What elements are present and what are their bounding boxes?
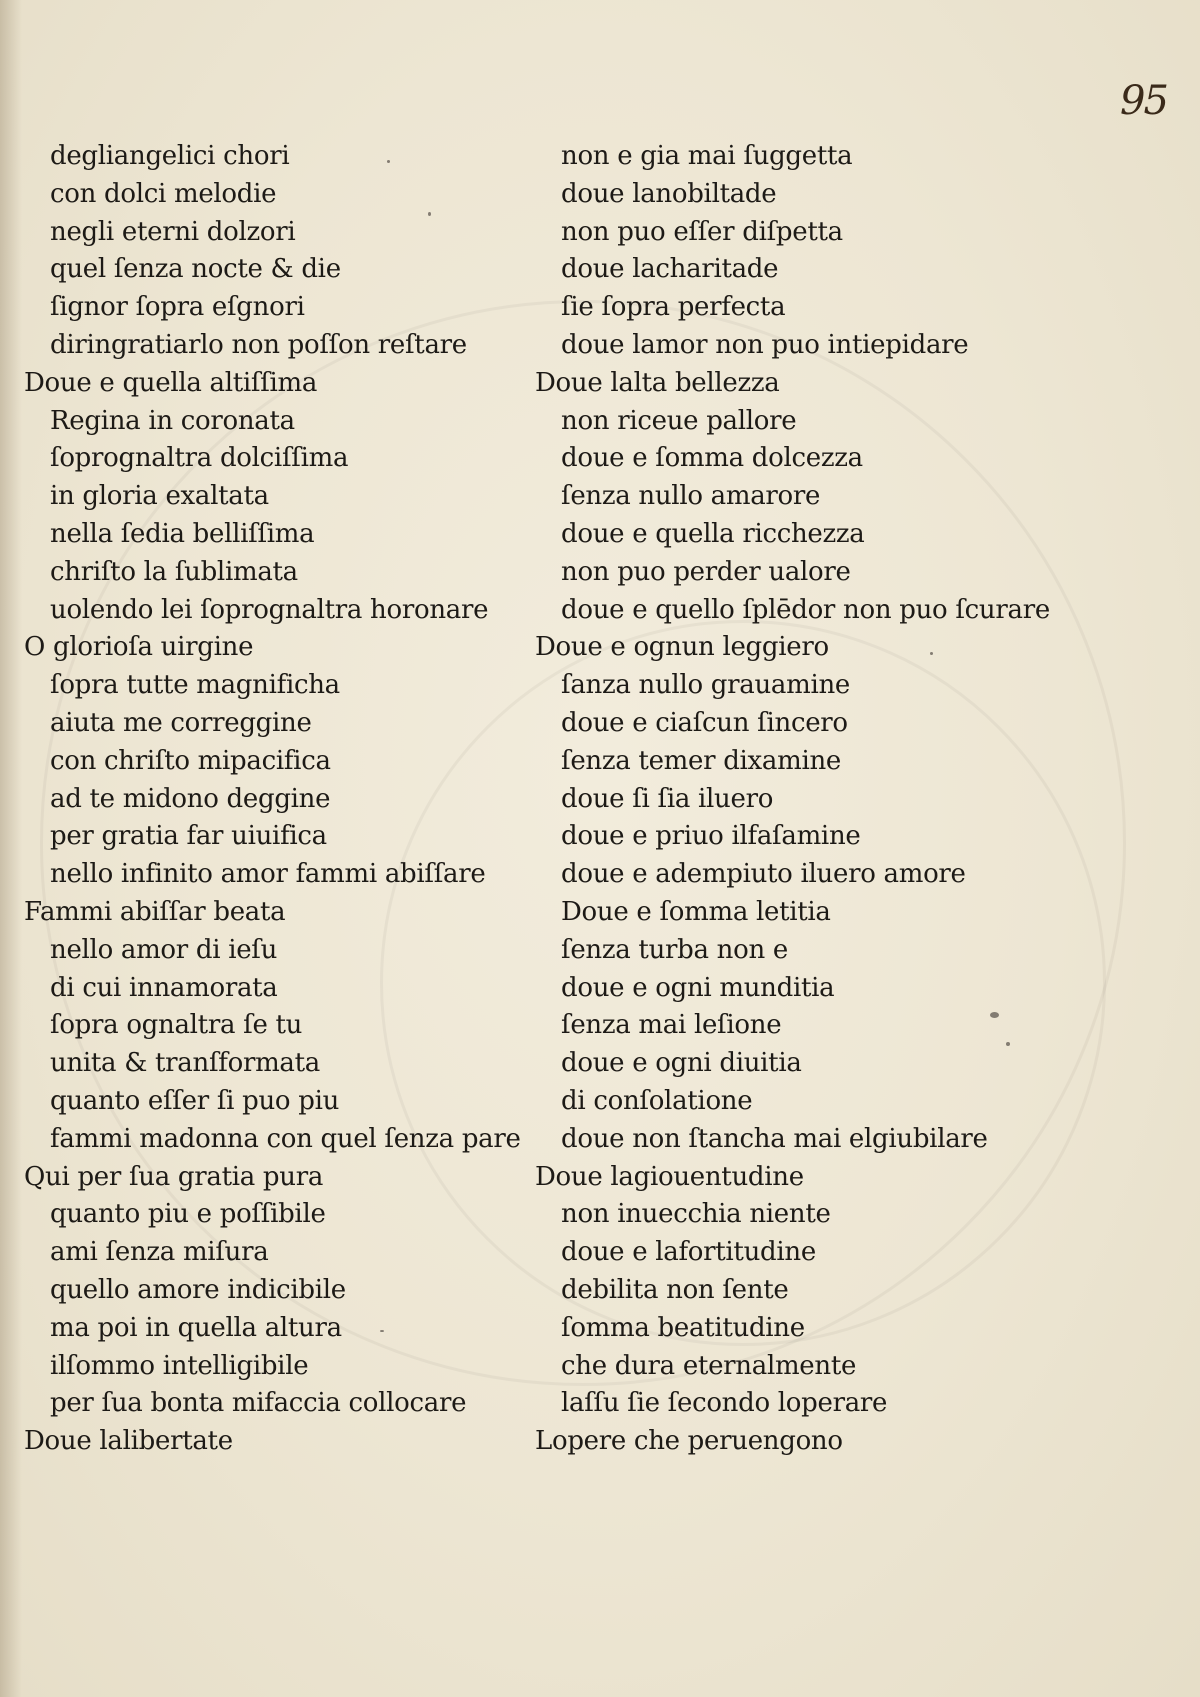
left-verse-line: aiuta me correggine — [50, 707, 312, 738]
left-verse-line: fammi madonna con quel ſenza pare — [50, 1123, 521, 1154]
left-verse-line: ſopra tutte magnificha — [50, 670, 340, 701]
left-verse-line: ſoprognaltra dolciſſima — [50, 443, 349, 474]
right-verse-line: doue e quella ricchezza — [561, 518, 865, 549]
left-verse-line: unita & tranſformata — [50, 1048, 320, 1079]
left-verse-line: ſignor ſopra eſgnori — [50, 292, 305, 323]
left-verse-line: O glorioſa uirgine — [24, 632, 254, 663]
left-verse-line: quel ſenza nocte & die — [50, 254, 341, 285]
left-verse-line: ſopra ognaltra ſe tu — [50, 1010, 303, 1041]
right-verse-line: doue ſi ſia iluero — [561, 783, 774, 814]
right-verse-line: Doue lalta bellezza — [535, 367, 780, 398]
right-text-column — [535, 138, 1055, 1461]
left-verse-line: ad te midono deggine — [50, 783, 331, 814]
right-verse-line: ſenza turba non e — [561, 934, 788, 965]
left-text-column — [24, 138, 544, 1461]
left-verse-line: per gratia far uiuifica — [50, 821, 327, 852]
right-verse-line: ſenza mai leſione — [561, 1010, 782, 1041]
right-verse-line: Doue lagiouentudine — [535, 1161, 804, 1192]
right-verse-line: che dura eternalmente — [561, 1350, 857, 1381]
right-verse-line: doue e ſomma dolcezza — [561, 443, 863, 474]
gutter-shadow — [0, 0, 22, 1697]
right-verse-line: doue lamor non puo intiepidare — [561, 329, 969, 360]
left-verse-line: nello infinito amor fammi abiſſare — [50, 859, 486, 890]
right-verse-line: ſie ſopra perfecta — [561, 292, 786, 323]
right-verse-line: debilita non ſente — [561, 1274, 789, 1305]
right-verse-line: non inuecchia niente — [561, 1199, 831, 1230]
right-verse-line: non riceue pallore — [561, 405, 797, 436]
right-verse-line: Doue e ognun leggiero — [535, 632, 829, 663]
ink-speck — [990, 1012, 999, 1018]
left-verse-line: quanto eſſer ſi puo piu — [50, 1085, 340, 1116]
left-verse-line: chriſto la ſublimata — [50, 556, 298, 587]
right-verse-line: doue e priuo ilfaſamine — [561, 821, 861, 852]
left-verse-line: diringratiarlo non poſſon reſtare — [50, 329, 467, 360]
right-verse-line: doue non ſtancha mai elgiubilare — [561, 1123, 988, 1154]
left-verse-line: ilſommo intelligibile — [50, 1350, 309, 1381]
left-verse-line: nella ſedia belliſſima — [50, 518, 315, 549]
left-verse-line: per ſua bonta mifaccia collocare — [50, 1388, 467, 1419]
left-verse-line: Fammi abiſſar beata — [24, 896, 286, 927]
left-verse-line: degliangelici chori — [50, 141, 290, 171]
left-verse-line: con dolci melodie — [50, 178, 277, 209]
right-verse-line: Lopere che peruengono — [535, 1426, 843, 1457]
left-verse-line: Qui per ſua gratia pura — [24, 1161, 324, 1192]
left-verse-line: con chriſto mipacifica — [50, 745, 331, 776]
right-verse-line: non e gia mai ſuggetta — [561, 141, 853, 171]
right-verse-line: ſenza temer dixamine — [561, 745, 842, 776]
right-verse-line: ſomma beatitudine — [561, 1312, 805, 1343]
right-verse-line: non puo perder ualore — [561, 556, 851, 587]
right-verse-line: laſſu ſie ſecondo loperare — [561, 1388, 888, 1419]
right-verse-line: ſenza nullo amarore — [561, 481, 821, 512]
ink-speck — [428, 212, 431, 216]
ink-speck — [387, 160, 390, 163]
right-verse-line: doue e quello ſplēdor non puo ſcurare — [561, 594, 1050, 625]
left-verse-line: quello amore indicibile — [50, 1274, 346, 1305]
right-verse-line: doue e ogni diuitia — [561, 1048, 802, 1079]
right-verse-line: doue e ogni munditia — [561, 972, 835, 1003]
left-verse-line: negli eterni dolzori — [50, 216, 296, 247]
left-verse-line: ma poi in quella altura — [50, 1312, 342, 1343]
left-verse-line: Regina in coronata — [50, 405, 295, 436]
page-number: 95 — [1120, 78, 1167, 124]
left-verse-line: Doue e quella altiſſima — [24, 367, 318, 398]
right-verse-line: doue e ciaſcun ſincero — [561, 707, 848, 738]
left-verse-line: uolendo lei ſoprognaltra horonare — [50, 594, 489, 625]
ink-speck — [380, 1330, 384, 1332]
right-verse-line: doue lacharitade — [561, 254, 779, 285]
left-verse-line: quanto piu e poſſibile — [50, 1199, 326, 1230]
ink-speck — [1006, 1042, 1010, 1046]
left-verse-line: in gloria exaltata — [50, 481, 269, 512]
right-verse-line: non puo eſſer diſpetta — [561, 216, 843, 247]
left-verse-line: nello amor di ieſu — [50, 934, 278, 965]
right-verse-line: doue e adempiuto iluero amore — [561, 859, 966, 890]
left-verse-line: Doue lalibertate — [24, 1426, 233, 1457]
right-verse-line: doue e lafortitudine — [561, 1237, 816, 1268]
right-verse-line: Doue e ſomma letitia — [561, 896, 831, 927]
right-verse-line: di conſolatione — [561, 1085, 753, 1116]
right-verse-line: doue lanobiltade — [561, 178, 777, 209]
ink-speck — [930, 652, 933, 655]
left-verse-line: di cui innamorata — [50, 972, 278, 1003]
right-verse-line: ſanza nullo grauamine — [561, 670, 850, 701]
left-verse-line: ami ſenza miſura — [50, 1237, 269, 1268]
